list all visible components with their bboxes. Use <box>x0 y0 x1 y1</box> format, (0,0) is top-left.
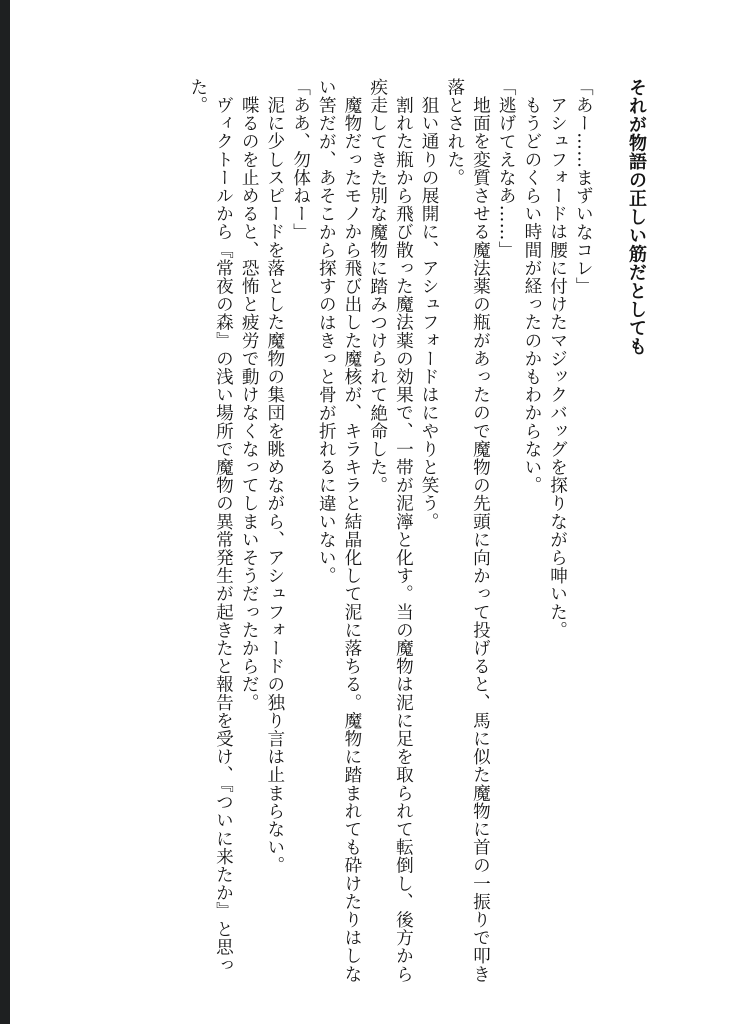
text-line: 疾走してきた別な魔物に踏みつけられて絶命した。 <box>367 78 388 495</box>
chapter-heading: それが物語の正しい筋だとしても <box>626 78 647 356</box>
text-line: ヴィクトールから『常夜の森』の浅い場所で魔物の異常発生が起きたと報告を受け、『ついに来たか』と思っ <box>213 95 234 974</box>
text-line: 「逃げてえなあ……」 <box>496 78 517 259</box>
text-line: 泥に少しスピードを落とした魔物の集団を眺めながら、アシュフォードの独り言は止まらない。 <box>264 95 285 874</box>
text-line: 「あー……まずいなコレ」 <box>573 78 594 296</box>
page-spine-edge <box>0 0 10 1024</box>
text-line: 割れた瓶から飛び散った魔法薬の効果で、一帯が泥濘と化す。当の魔物は泥に足を取られて転倒し、後方から <box>393 95 414 983</box>
text-line: 狙い通りの展開に、アシュフォードはにやりと笑う。 <box>419 95 440 530</box>
text-line: い筈だが、あそこから探すのはきっと骨が折れるに違いない。 <box>316 78 337 585</box>
text-line: 魔物だったモノから飛び出した魔核が、キラキラと結晶化して泥に落ちる。魔物に踏まれても砕けたりはしな <box>341 95 362 983</box>
text-line: た。 <box>187 78 208 115</box>
text-line: もうどのくらい時間が経ったのかもわからない。 <box>521 95 542 494</box>
text-line: アシュフォードは腰に付けたマジックバッグを探りながら呻いた。 <box>547 95 568 639</box>
text-line: 「ああ、勿体ねー」 <box>290 78 311 241</box>
vertical-text-block <box>184 78 649 983</box>
text-line: 落とされた。 <box>444 78 465 187</box>
text-line: 地面を変質させる魔法薬の瓶があったので魔物の先頭に向かって投げると、馬に似た魔物に首の一振りで叩き <box>470 95 491 983</box>
text-line: 喋るのを止めると、恐怖と疲労で動けなくなってしまいそうだったからだ。 <box>239 95 260 711</box>
